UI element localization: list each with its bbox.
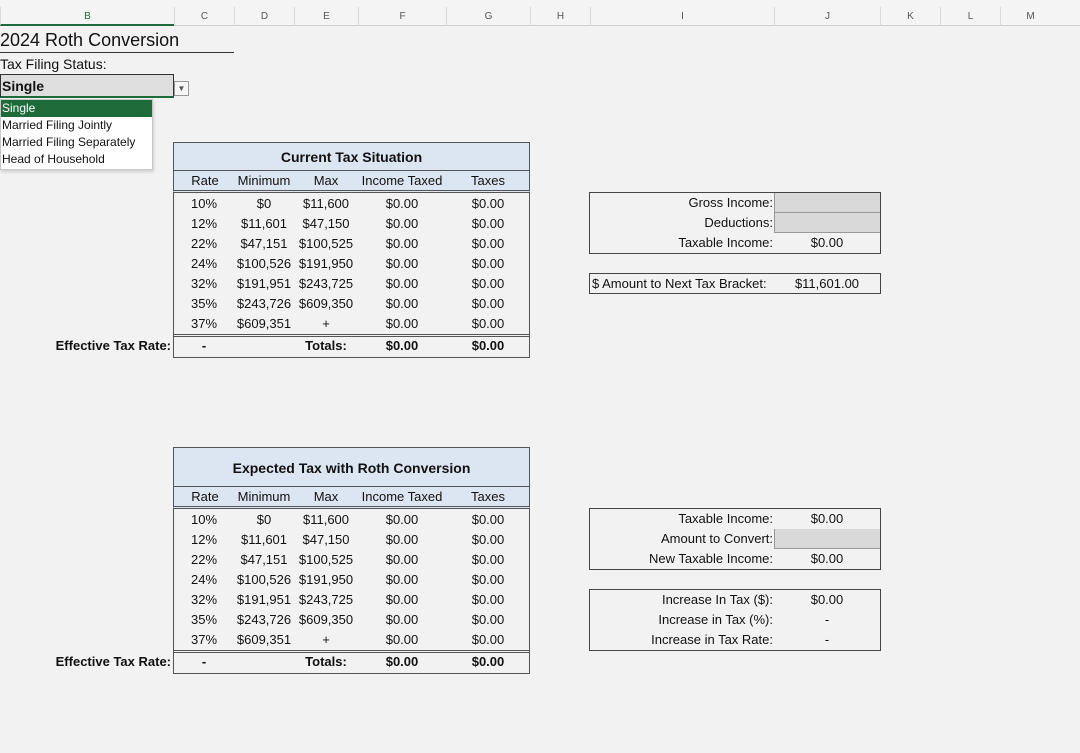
current-totals-income: $0.00 xyxy=(385,338,419,353)
expected-totals-taxes: $0.00 xyxy=(471,654,505,669)
table-row xyxy=(174,314,530,334)
increase-dollar-label: Increase In Tax ($): xyxy=(661,592,773,607)
gross-income-label: Gross Income: xyxy=(688,195,773,210)
conv-taxable-row xyxy=(590,509,880,529)
cell-income-taxed: $0.00 xyxy=(385,572,419,587)
new-taxable-value: $0.00 xyxy=(810,551,844,566)
dropdown-option-head-of-household[interactable]: Head of Household xyxy=(2,152,105,166)
cell-max: + xyxy=(322,632,330,647)
table-row xyxy=(174,570,530,590)
increase-rate-label: Increase in Tax Rate: xyxy=(651,632,773,647)
cell-rate: 22% xyxy=(190,552,218,567)
table-row xyxy=(174,234,530,254)
table-row xyxy=(174,274,530,294)
filing-status-label: Tax Filing Status: xyxy=(0,56,107,72)
cell-taxes: $0.00 xyxy=(471,552,505,567)
next-bracket-row xyxy=(590,274,880,294)
cell-max: $243,725 xyxy=(298,276,354,291)
cell-minimum: $0 xyxy=(256,512,272,527)
header-taxes: Taxes xyxy=(471,489,505,504)
conversion-box xyxy=(589,508,881,570)
current-effective-rate-value: - xyxy=(201,338,207,353)
cell-taxes: $0.00 xyxy=(471,296,505,311)
cell-taxes: $0.00 xyxy=(471,572,505,587)
cell-taxes: $0.00 xyxy=(471,592,505,607)
cell-income-taxed: $0.00 xyxy=(385,512,419,527)
current-header-row xyxy=(173,171,530,193)
table-row xyxy=(174,510,530,530)
deductions-row xyxy=(590,213,880,233)
cell-minimum: $243,726 xyxy=(236,612,292,627)
filing-status-select[interactable]: Single xyxy=(0,74,174,98)
cell-minimum: $47,151 xyxy=(240,552,288,567)
amount-to-convert-row xyxy=(590,529,880,549)
current-table-body xyxy=(173,193,530,337)
taxable-income-row xyxy=(590,233,880,253)
increase-dollar-row xyxy=(590,590,880,610)
table-row xyxy=(174,630,530,650)
cell-taxes: $0.00 xyxy=(471,276,505,291)
cell-max: $47,150 xyxy=(302,216,350,231)
new-taxable-row xyxy=(590,549,880,569)
increase-dollar-value: $0.00 xyxy=(810,592,844,607)
column-header-i[interactable]: I xyxy=(590,7,774,26)
expected-effective-rate-label: Effective Tax Rate: xyxy=(55,654,171,669)
increase-rate-row xyxy=(590,630,880,650)
cell-income-taxed: $0.00 xyxy=(385,236,419,251)
chevron-down-icon[interactable]: ▼ xyxy=(174,81,189,96)
cell-income-taxed: $0.00 xyxy=(385,632,419,647)
cell-rate: 32% xyxy=(190,276,218,291)
title-underline xyxy=(0,52,234,53)
cell-minimum: $100,526 xyxy=(236,572,292,587)
cell-taxes: $0.00 xyxy=(471,612,505,627)
amount-to-convert-label: Amount to Convert: xyxy=(661,531,773,546)
expected-table-title: Expected Tax with Roth Conversion xyxy=(173,447,530,487)
cell-minimum: $609,351 xyxy=(236,316,292,331)
sheet-title: 2024 Roth Conversion xyxy=(0,30,180,50)
increase-box xyxy=(589,589,881,651)
cell-income-taxed: $0.00 xyxy=(385,216,419,231)
cell-income-taxed: $0.00 xyxy=(385,316,419,331)
current-effective-rate-label: Effective Tax Rate: xyxy=(55,338,171,353)
cell-taxes: $0.00 xyxy=(471,532,505,547)
taxable-income-label: Taxable Income: xyxy=(678,235,773,250)
table-row xyxy=(174,254,530,274)
expected-totals-label: Totals: xyxy=(305,654,347,669)
cell-minimum: $191,951 xyxy=(236,276,292,291)
conv-taxable-label: Taxable Income: xyxy=(678,511,773,526)
cell-income-taxed: $0.00 xyxy=(385,532,419,547)
cell-taxes: $0.00 xyxy=(471,316,505,331)
cell-minimum: $191,951 xyxy=(236,592,292,607)
cell-income-taxed: $0.00 xyxy=(385,196,419,211)
cell-rate: 37% xyxy=(190,316,218,331)
conv-taxable-value: $0.00 xyxy=(810,511,844,526)
column-header-k[interactable]: K xyxy=(880,7,940,26)
current-totals-row xyxy=(173,335,530,358)
amount-to-convert-input[interactable] xyxy=(774,529,880,549)
income-summary-box xyxy=(589,192,881,254)
cell-max: $100,525 xyxy=(298,236,354,251)
cell-income-taxed: $0.00 xyxy=(385,296,419,311)
deductions-input[interactable] xyxy=(774,213,880,233)
column-header-c[interactable]: C xyxy=(174,7,234,26)
taxable-income-value: $0.00 xyxy=(810,235,844,250)
next-bracket-label: $ Amount to Next Tax Bracket: xyxy=(592,276,767,291)
gross-income-input[interactable] xyxy=(774,193,880,213)
table-row xyxy=(174,194,530,214)
expected-header-row xyxy=(173,487,530,509)
table-row xyxy=(174,294,530,314)
header-max: Max xyxy=(313,173,339,188)
cell-max: $243,725 xyxy=(298,592,354,607)
column-header-d[interactable]: D xyxy=(234,7,294,26)
cell-rate: 22% xyxy=(190,236,218,251)
expected-totals-income: $0.00 xyxy=(385,654,419,669)
cell-minimum: $47,151 xyxy=(240,236,288,251)
cell-max: $609,350 xyxy=(298,296,354,311)
increase-pct-value: - xyxy=(824,612,830,627)
header-rate: Rate xyxy=(191,173,219,188)
cell-max: $100,525 xyxy=(298,552,354,567)
next-bracket-value: $11,601.00 xyxy=(794,276,860,291)
cell-max: $11,600 xyxy=(302,196,350,211)
cell-minimum: $11,601 xyxy=(240,216,288,231)
column-header-b[interactable]: B xyxy=(0,7,174,26)
cell-income-taxed: $0.00 xyxy=(385,592,419,607)
cell-rate: 10% xyxy=(190,512,218,527)
increase-pct-label: Increase in Tax (%): xyxy=(658,612,773,627)
table-row xyxy=(174,530,530,550)
expected-effective-rate-value: - xyxy=(201,654,207,669)
header-income-taxed: Income Taxed xyxy=(361,489,443,504)
column-header-f[interactable]: F xyxy=(358,7,446,26)
header-income-taxed: Income Taxed xyxy=(361,173,443,188)
cell-minimum: $243,726 xyxy=(236,296,292,311)
cell-max: $609,350 xyxy=(298,612,354,627)
cell-minimum: $100,526 xyxy=(236,256,292,271)
cell-rate: 12% xyxy=(190,216,218,231)
current-totals-taxes: $0.00 xyxy=(471,338,505,353)
expected-totals-row xyxy=(173,651,530,674)
filing-status-dropdown xyxy=(0,99,153,170)
header-minimum: Minimum xyxy=(237,173,291,188)
cell-taxes: $0.00 xyxy=(471,236,505,251)
cell-minimum: $0 xyxy=(256,196,272,211)
cell-rate: 32% xyxy=(190,592,218,607)
header-max: Max xyxy=(313,489,339,504)
table-row xyxy=(174,610,530,630)
header-rate: Rate xyxy=(191,489,219,504)
dropdown-option-married-jointly[interactable]: Married Filing Jointly xyxy=(2,118,113,132)
cell-minimum: $609,351 xyxy=(236,632,292,647)
cell-minimum: $11,601 xyxy=(240,532,288,547)
table-row xyxy=(174,214,530,234)
cell-income-taxed: $0.00 xyxy=(385,552,419,567)
cell-rate: 35% xyxy=(190,296,218,311)
column-header-g[interactable]: G xyxy=(446,7,530,26)
cell-rate: 24% xyxy=(190,572,218,587)
header-minimum: Minimum xyxy=(237,489,291,504)
new-taxable-label: New Taxable Income: xyxy=(648,551,773,566)
cell-max: $191,950 xyxy=(298,572,354,587)
cell-rate: 10% xyxy=(190,196,218,211)
column-header-j[interactable]: J xyxy=(774,7,880,26)
cell-taxes: $0.00 xyxy=(471,256,505,271)
cell-taxes: $0.00 xyxy=(471,512,505,527)
header-taxes: Taxes xyxy=(471,173,505,188)
current-totals-label: Totals: xyxy=(305,338,347,353)
cell-max: + xyxy=(322,316,330,331)
table-row xyxy=(174,590,530,610)
dropdown-option-married-separately[interactable]: Married Filing Separately xyxy=(2,135,136,149)
table-row xyxy=(174,550,530,570)
cell-rate: 35% xyxy=(190,612,218,627)
cell-max: $191,950 xyxy=(298,256,354,271)
deductions-label: Deductions: xyxy=(704,215,773,230)
gross-income-row xyxy=(590,193,880,213)
cell-taxes: $0.00 xyxy=(471,216,505,231)
column-header-l[interactable]: L xyxy=(940,7,1000,26)
cell-rate: 12% xyxy=(190,532,218,547)
column-header-bar xyxy=(0,0,1080,26)
dropdown-option-single[interactable]: Single xyxy=(1,100,152,117)
cell-max: $47,150 xyxy=(302,532,350,547)
cell-taxes: $0.00 xyxy=(471,632,505,647)
cell-income-taxed: $0.00 xyxy=(385,256,419,271)
cell-income-taxed: $0.00 xyxy=(385,276,419,291)
cell-rate: 37% xyxy=(190,632,218,647)
cell-taxes: $0.00 xyxy=(471,196,505,211)
next-bracket-box xyxy=(589,273,881,294)
increase-pct-row xyxy=(590,610,880,630)
column-header-h[interactable]: H xyxy=(530,7,590,26)
cell-income-taxed: $0.00 xyxy=(385,612,419,627)
column-header-m[interactable]: M xyxy=(1000,7,1060,26)
increase-rate-value: - xyxy=(824,632,830,647)
column-header-e[interactable]: E xyxy=(294,7,358,26)
expected-table-body xyxy=(173,509,530,653)
cell-rate: 24% xyxy=(190,256,218,271)
cell-max: $11,600 xyxy=(302,512,350,527)
current-table-title: Current Tax Situation xyxy=(173,142,530,171)
